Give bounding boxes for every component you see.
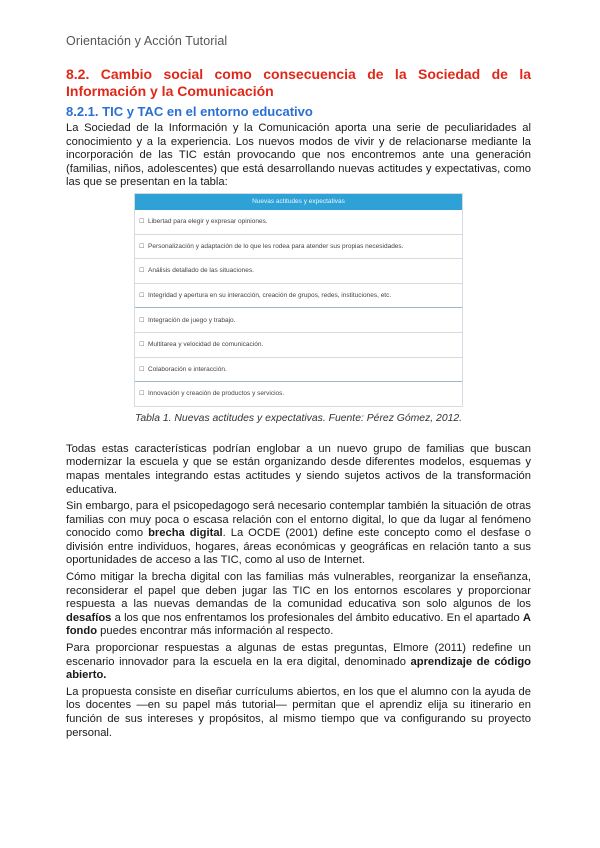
term-a-fondo: A fondo — [66, 611, 531, 638]
term-aprendizaje-codigo-abierto: aprendizaje de código abierto. — [66, 655, 531, 682]
list-bullet-icon: ☐ — [139, 293, 145, 300]
body-paragraph-1: Todas estas características podrían englobar a un nuevo grupo de familias que buscan modernizar la escuela y que se están organizando desde diferentes modelos, esquemas y mapas mentales integrando estas actitudes y siendo sujetos activos de la transformación educativa. — [66, 442, 531, 496]
list-bullet-icon: ☐ — [139, 243, 145, 250]
paragraph-text: puedes encontrar más información al respecto. — [97, 625, 334, 638]
figure-row — [135, 358, 462, 383]
body-paragraph-2 — [66, 500, 531, 568]
page-content — [66, 66, 531, 743]
figure-row — [135, 308, 462, 333]
figure-row-text: Colaboración e interacción. — [148, 365, 227, 373]
list-bullet-icon: ☐ — [139, 342, 145, 349]
list-bullet-icon: ☐ — [139, 366, 145, 373]
figure-row — [135, 235, 462, 260]
figure-caption: Tabla 1. Nuevas actitudes y expectativas. Fuente: Pérez Gómez, 2012. — [134, 412, 463, 424]
paragraph-text: a los que nos enfrentamos los profesionales del ámbito educativo. En el apartado — [111, 611, 523, 624]
list-bullet-icon: ☐ — [139, 268, 145, 275]
running-header: Orientación y Acción Tutorial — [66, 34, 228, 48]
list-bullet-icon: ☐ — [139, 391, 145, 398]
figure-row — [135, 284, 462, 309]
body-paragraph-5: La propuesta consiste en diseñar currículums abiertos, en los que el alumno con la ayuda de los docentes —en su papel más tutorial— permitan que el aprendiz elija su itinerario en función de sus intereses y propósitos, al mismo tiempo que va configurando su proyecto personal. — [66, 685, 531, 739]
list-bullet-icon: ☐ — [139, 219, 145, 226]
figure-row — [135, 382, 462, 406]
figure-row-text: Libertad para elegir y expresar opiniones. — [148, 218, 268, 226]
attitudes-table-figure — [134, 193, 463, 407]
body-paragraph-4 — [66, 642, 531, 683]
paragraph-text: Sin embargo, para el psicopedagogo será necesario contemplar también la situación de otras familias con muy poca o escasa relación con el entorno digital, lo que da lugar al fenómeno conocido como — [66, 500, 531, 540]
term-brecha-digital: brecha digital — [148, 527, 223, 540]
list-bullet-icon: ☐ — [139, 317, 145, 324]
figure-row-text: Multitarea y velocidad de comunicación. — [148, 341, 264, 349]
figure-row-text: Integración de juego y trabajo. — [148, 316, 236, 324]
figure-row — [135, 210, 462, 235]
paragraph-text: . La OCDE (2001) define este concepto como el desfase o división entre individuos, hogares, áreas económicas y geográficas en relación tanto a sus oportunidades de acceso a las TIC, como al uso de Internet. — [66, 527, 531, 567]
figure-row-text: Análisis detallado de las situaciones. — [148, 267, 254, 275]
subsection-title: 8.2.1. TIC y TAC en el entorno educativo — [66, 104, 313, 119]
figure-row-text: Personalización y adaptación de lo que les rodea para atender sus propias necesidades. — [148, 242, 404, 250]
figure-row-text: Integridad y apertura en su interacción, creación de grupos, redes, instituciones, etc. — [148, 292, 392, 300]
intro-paragraph: La Sociedad de la Información y la Comunicación aporta una serie de peculiaridades al conocimiento y a la experiencia. Los nuevos modos de vivir y de relacionarse mediante la incorporación de las TIC están provocando que nos encontremos ante una generación (familias, niños, adolescentes) que está desarrollando nuevas actitudes y expectativas, como las que se presentan en la tabla: — [66, 122, 531, 189]
figure-row — [135, 259, 462, 284]
term-desafios: desafíos — [66, 611, 112, 624]
figure-row-text: Innovación y creación de productos y servicios. — [148, 390, 285, 398]
paragraph-text: Para proporcionar respuestas a algunas de estas preguntas, Elmore (2011) redefine un escenario innovador para la escuela en la era digital, denominado — [66, 642, 531, 668]
figure-row — [135, 333, 462, 358]
section-title: 8.2. Cambio social como consecuencia de la Sociedad de la Información y la Comunicación — [66, 66, 531, 99]
figure-header: Nuevas actitudes y expectativas — [135, 194, 462, 210]
body-paragraph-3 — [66, 571, 531, 639]
paragraph-text: Cómo mitigar la brecha digital con las familias más vulnerables, reorganizar la enseñanza, reconsiderar el papel que deben jugar las TIC en los entornos escolares y proporcionar respuesta a las nuevas demandas de la comunidad educativa son solo algunos de los — [66, 571, 531, 611]
figure-rows — [135, 210, 462, 406]
